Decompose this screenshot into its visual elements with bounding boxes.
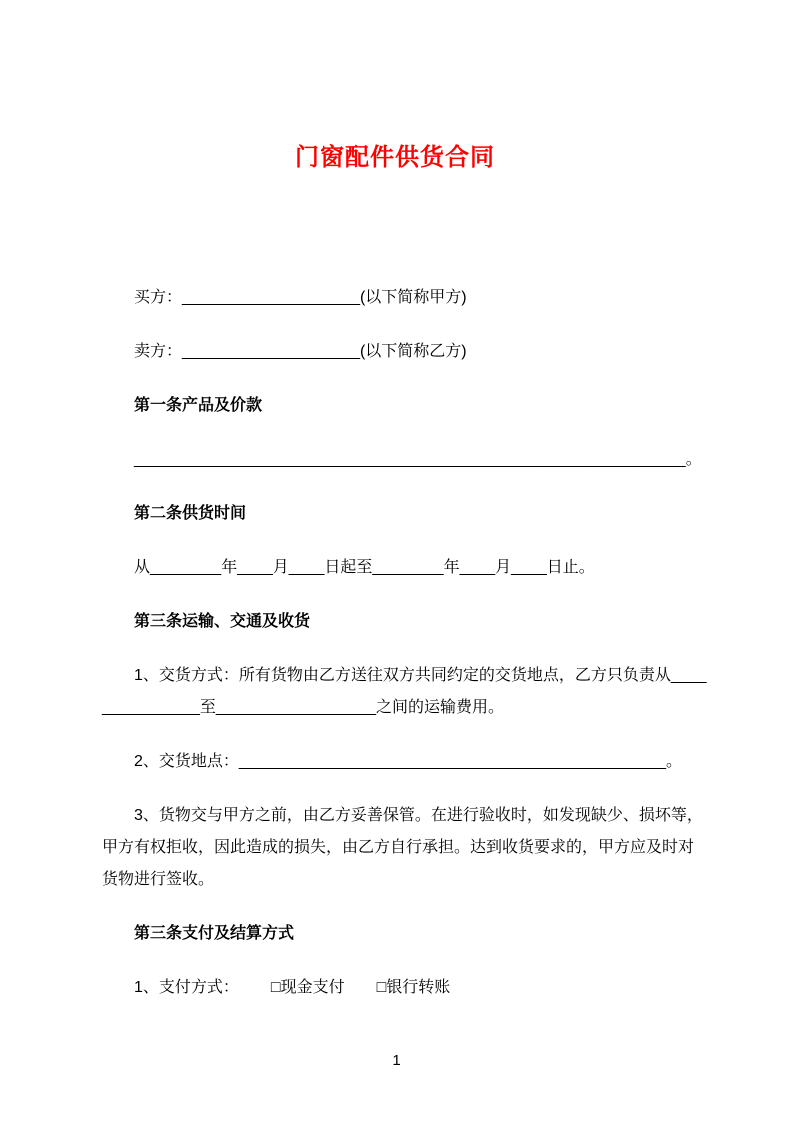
checkbox-icon: □ [376, 979, 387, 996]
heading-text: 第二条供货时间 [134, 505, 247, 522]
payment-option-label: 现金支付 [280, 979, 345, 996]
document-body [102, 282, 707, 1004]
paragraph [102, 660, 707, 724]
section-heading [102, 918, 688, 950]
paragraph [102, 800, 703, 896]
heading-text: 第三条支付及结算方式 [134, 925, 295, 942]
paragraph-line: ___________至__________________之间的运输费用。 [102, 699, 505, 716]
paragraph-line: 买方：____________________(以下简称甲方) [134, 289, 467, 306]
checkbox-icon: □ [270, 979, 281, 996]
paragraph-line: 2、交货地点：________________________________________________。 [134, 753, 683, 770]
paragraph [102, 552, 688, 584]
payment-line [102, 972, 688, 1004]
paragraph-line: 卖方：____________________(以下简称乙方) [134, 343, 467, 360]
paragraph-line: 3、货物交与甲方之前，由乙方妥善保管。在进行验收时，如发现缺少、损坏等， [134, 807, 703, 824]
paragraph [102, 336, 688, 368]
paragraph [102, 282, 688, 314]
section-heading [102, 390, 688, 422]
paragraph [102, 972, 688, 1004]
heading-text: 第三条运输、交通及收货 [134, 613, 311, 630]
paragraph-line: 1、交货方式：所有货物由乙方送往双方共同约定的交货地点，乙方只负责从____ [134, 667, 707, 684]
paragraph [102, 444, 702, 476]
paragraph-line: 从________年____月____日起至________年____月____日止。 [134, 559, 595, 576]
heading-text: 第一条产品及价款 [134, 397, 263, 414]
payment-prefix: 1、支付方式： [134, 979, 239, 996]
payment-option-label: 银行转账 [386, 979, 451, 996]
paragraph [102, 746, 688, 778]
section-heading [102, 498, 688, 530]
paragraph-line: 甲方有权拒收，因此造成的损失，由乙方自行承担。达到收货要求的，甲方应及时对 [102, 839, 695, 856]
doc-title: 门窗配件供货合同 [295, 144, 495, 171]
section-heading [102, 606, 688, 638]
page-number: 1 [392, 1052, 401, 1069]
paragraph-line: ______________________________________________________________。 [134, 451, 702, 468]
paragraph-line: 货物进行签收。 [102, 871, 215, 888]
